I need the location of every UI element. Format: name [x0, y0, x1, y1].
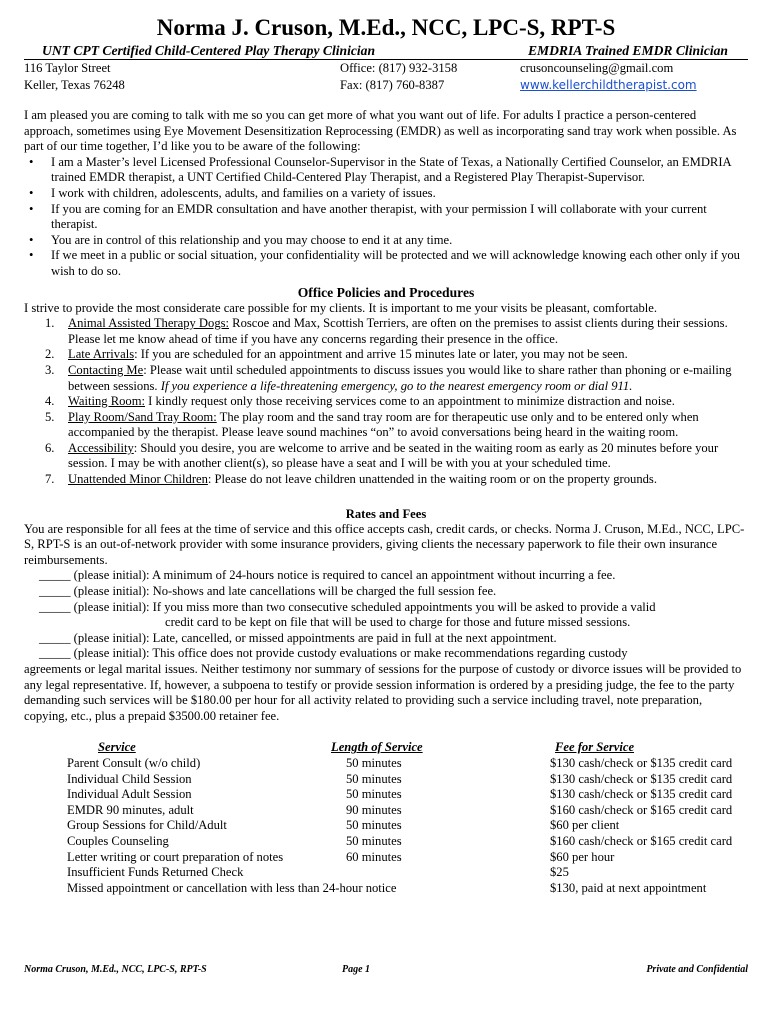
document-page — [24, 14, 748, 896]
table-row — [67, 756, 732, 772]
policy-number: 2. — [45, 347, 55, 362]
service-name: Missed appointment or cancellation with less than 24-hour notice — [67, 880, 397, 895]
service-name: Individual Child Session — [67, 771, 192, 786]
service-fee: $130 cash/check or $135 credit card — [550, 755, 733, 770]
service-fee: $130 cash/check or $135 credit card — [550, 787, 733, 802]
service-fee: $130, paid at next appointment — [550, 880, 707, 895]
policy-item — [45, 472, 748, 488]
intro-paragraph: I am pleased you are coming to talk with me so you can get more of what you want out of life. For adults I practice a person-centered approach, sometimes using Eye Movement Desensitization Reprocessing (EMDR) as well as incorporating sand tray work when possible. As part of our time together, I’d like you to be aware of the following: — [24, 108, 737, 154]
policy-item — [45, 316, 748, 347]
service-fee: $160 cash/check or $165 credit card — [550, 833, 733, 848]
policy-number: 3. — [45, 362, 55, 377]
table-row — [67, 834, 732, 850]
service-name: Insufficient Funds Returned Check — [67, 865, 244, 880]
service-length: 60 minutes — [346, 849, 402, 864]
service-fee: $60 per hour — [550, 849, 615, 864]
table-row — [67, 881, 732, 897]
service-length: 50 minutes — [346, 818, 402, 833]
fees-heading: Rates and Fees — [345, 506, 427, 521]
table-row — [67, 865, 732, 881]
policy-text: : Please wait until scheduled appointments to discuss issues you would like to share rather than phoning or e-mailing between sessions. — [68, 362, 732, 393]
policy-text: The play room and the sand tray room are for therapeutic use only and to be entered only when accompanied by the therapist. Please leave sound machines “on” to avoid conversations being heard in the waiting room. — [68, 409, 699, 440]
policy-item — [45, 440, 748, 472]
policy-label: Play Room/Sand Tray Room: — [68, 409, 217, 424]
service-name: Individual Adult Session — [67, 787, 192, 802]
service-name: Letter writing or court preparation of notes — [67, 849, 284, 864]
service-length: 50 minutes — [346, 787, 402, 802]
policy-label: Animal Assisted Therapy Dogs: — [68, 316, 230, 331]
policy-text: Roscoe and Max, Scottish Terriers, are often on the premises to assist clients during their sessions. Please let me know ahead of time if you have any concerns regarding their presence in the office. — [68, 316, 728, 346]
policy-text: : Should you desire, you are welcome to arrive and be seated in the waiting room as early as 20 minutes before your session. I may be with another client(s), so please have a seat and I will be with you at your scheduled time. — [68, 440, 719, 471]
policies-heading: Office Policies and Procedures — [297, 284, 475, 300]
intro-bullet: • If you are coming for an EMDR consultation and have another therapist, with your permission I will collaborate with your current therapist. — [51, 202, 748, 233]
table-row — [67, 772, 732, 788]
initial-line: _____ (please initial): No-shows and late cancellations will be charged the full session fee. — [39, 584, 497, 599]
policy-item — [45, 347, 748, 363]
policy-label: Unattended Minor Children — [68, 472, 208, 487]
website-link[interactable]: www.kellerchildtherapist.com — [520, 78, 697, 92]
policy-label: Late Arrivals — [68, 347, 135, 362]
phone-block — [340, 60, 457, 94]
policy-item — [45, 362, 748, 394]
service-length: 90 minutes — [346, 802, 402, 817]
initial-line: _____ (please initial): Late, cancelled, or missed appointments are paid in full at the next appointment. — [39, 630, 557, 645]
table-row — [67, 850, 732, 866]
intro-bullet: • If we meet in a public or social situation, your confidentiality will be protected and we will acknowledge knowing each other only if you wish to do so. — [51, 248, 748, 279]
policy-item — [45, 394, 748, 410]
office-phone: Office: (817) 932-3158 — [340, 61, 458, 75]
contact-block — [24, 60, 748, 94]
online-block — [520, 60, 697, 94]
services-table — [67, 740, 732, 896]
intro-bullet-list — [24, 155, 748, 280]
service-name: Parent Consult (w/o child) — [67, 755, 201, 770]
service-fee: $25 — [550, 865, 569, 880]
table-row — [67, 803, 732, 819]
service-name: Group Sessions for Child/Adult — [67, 818, 227, 833]
service-fee: $160 cash/check or $165 credit card — [550, 802, 733, 817]
intro-bullet: • I work with children, adolescents, adults, and families on a variety of issues. — [51, 186, 748, 202]
footer-left: Norma Cruson, M.Ed., NCC, LPC-S, RPT-S — [24, 964, 207, 975]
policy-text: : If you are scheduled for an appointment and arrive 15 minutes late or later, you may not be seen. — [134, 347, 628, 362]
policies-intro: I strive to provide the most considerate care possible for my clients. It is important to me your visits be pleasant, comfortable. — [24, 300, 658, 315]
policy-number: 4. — [45, 394, 55, 409]
footer-right: Private and Confidential — [646, 964, 748, 975]
service-name: EMDR 90 minutes, adult — [67, 802, 194, 817]
credential-left: UNT CPT Certified Child-Centered Play Therapy Clinician — [42, 43, 376, 58]
policy-text: : Please do not leave children unattended in the waiting room or on the property grounds. — [207, 472, 657, 487]
initial-line: _____ (please initial): If you miss more than two consecutive scheduled appointments you will be asked to provide a valid — [39, 599, 656, 614]
page-title: Norma J. Cruson, M.Ed., NCC, LPC-S, RPT-S — [156, 15, 616, 40]
policy-item — [45, 409, 748, 441]
address — [24, 60, 125, 94]
policy-label: Waiting Room: — [68, 394, 145, 409]
service-length: 50 minutes — [346, 833, 402, 848]
fax-number: Fax: (817) 760-8387 — [340, 78, 445, 92]
service-length: 50 minutes — [346, 771, 402, 786]
service-length: 50 minutes — [346, 755, 402, 770]
service-fee: $60 per client — [550, 818, 620, 833]
table-row — [67, 818, 732, 834]
credentials-line — [24, 42, 748, 60]
policy-number: 6. — [45, 440, 55, 455]
policy-text: I kindly request only those receiving services come to an appointment to minimize distraction and noise. — [145, 394, 675, 409]
column-header-length: Length of Service — [331, 740, 423, 755]
policy-label: Contacting Me — [68, 362, 144, 377]
table-row — [67, 787, 732, 803]
credential-right: EMDRIA Trained EMDR Clinician — [527, 43, 728, 58]
initial-line: _____ (please initial): A minimum of 24-hours notice is required to cancel an appointment without incurring a fee. — [39, 568, 616, 583]
emergency-note: If you experience a life-threatening emergency, go to the nearest emergency room or dial 911. — [160, 378, 633, 393]
column-header-fee: Fee for Service — [555, 740, 635, 755]
service-fee: $130 cash/check or $135 credit card — [550, 771, 733, 786]
policy-label: Accessibility — [68, 440, 134, 455]
initial-line: _____ (please initial): This office does not provide custody evaluations or make recommendations regarding custody — [39, 646, 628, 661]
initial-line-continued: credit card to be kept on file that will be used to charge for those and future missed sessions. — [165, 615, 631, 630]
column-header-service: Service — [98, 740, 136, 755]
street: 116 Taylor Street — [24, 61, 111, 75]
policy-number: 7. — [45, 472, 55, 487]
policy-number: 5. — [45, 409, 55, 424]
fees-intro: You are responsible for all fees at the time of service and this office accepts cash, credit cards, or checks. Norma J. Cruson, M.Ed., NCC, LPC-S, RPT-S is an out-of-network provider with some insurance providers, giving clients the necessary paperwork to file their own insurance reimbursements. — [24, 521, 745, 567]
service-name: Couples Counseling — [67, 833, 169, 848]
intro-bullet: • I am a Master’s level Licensed Professional Counselor-Supervisor in the State of Texas, a Nationally Certified Counselor, an EMDRIA trained EMDR therapist, a UNT Certified Child-Centered Play Therapist, and a Registered Play Therapist-Supervisor. — [51, 155, 748, 186]
city: Keller, Texas 76248 — [24, 78, 125, 92]
policies-list — [24, 316, 748, 488]
services-header-row — [67, 740, 732, 756]
policy-number: 1. — [45, 316, 55, 331]
email-text: crusoncounseling@gmail.com — [520, 61, 674, 75]
legal-paragraph: agreements or legal marital issues. Neither testimony nor summary of sessions for the purpose of custody or divorce issues will be provided to any legal representative. If, however, a subpoena to testify or provide session information is ordered by a presiding judge, the fee to the party demanding such services will be $180.00 per hour for all activity related to providing such a service including travel, note preparation, copying, etc., plus a prepaid $3500.00 retainer fee. — [24, 662, 742, 723]
page-number: Page 1 — [342, 964, 371, 975]
intro-bullet: • You are in control of this relationship and you may choose to end it at any time. — [51, 233, 748, 249]
